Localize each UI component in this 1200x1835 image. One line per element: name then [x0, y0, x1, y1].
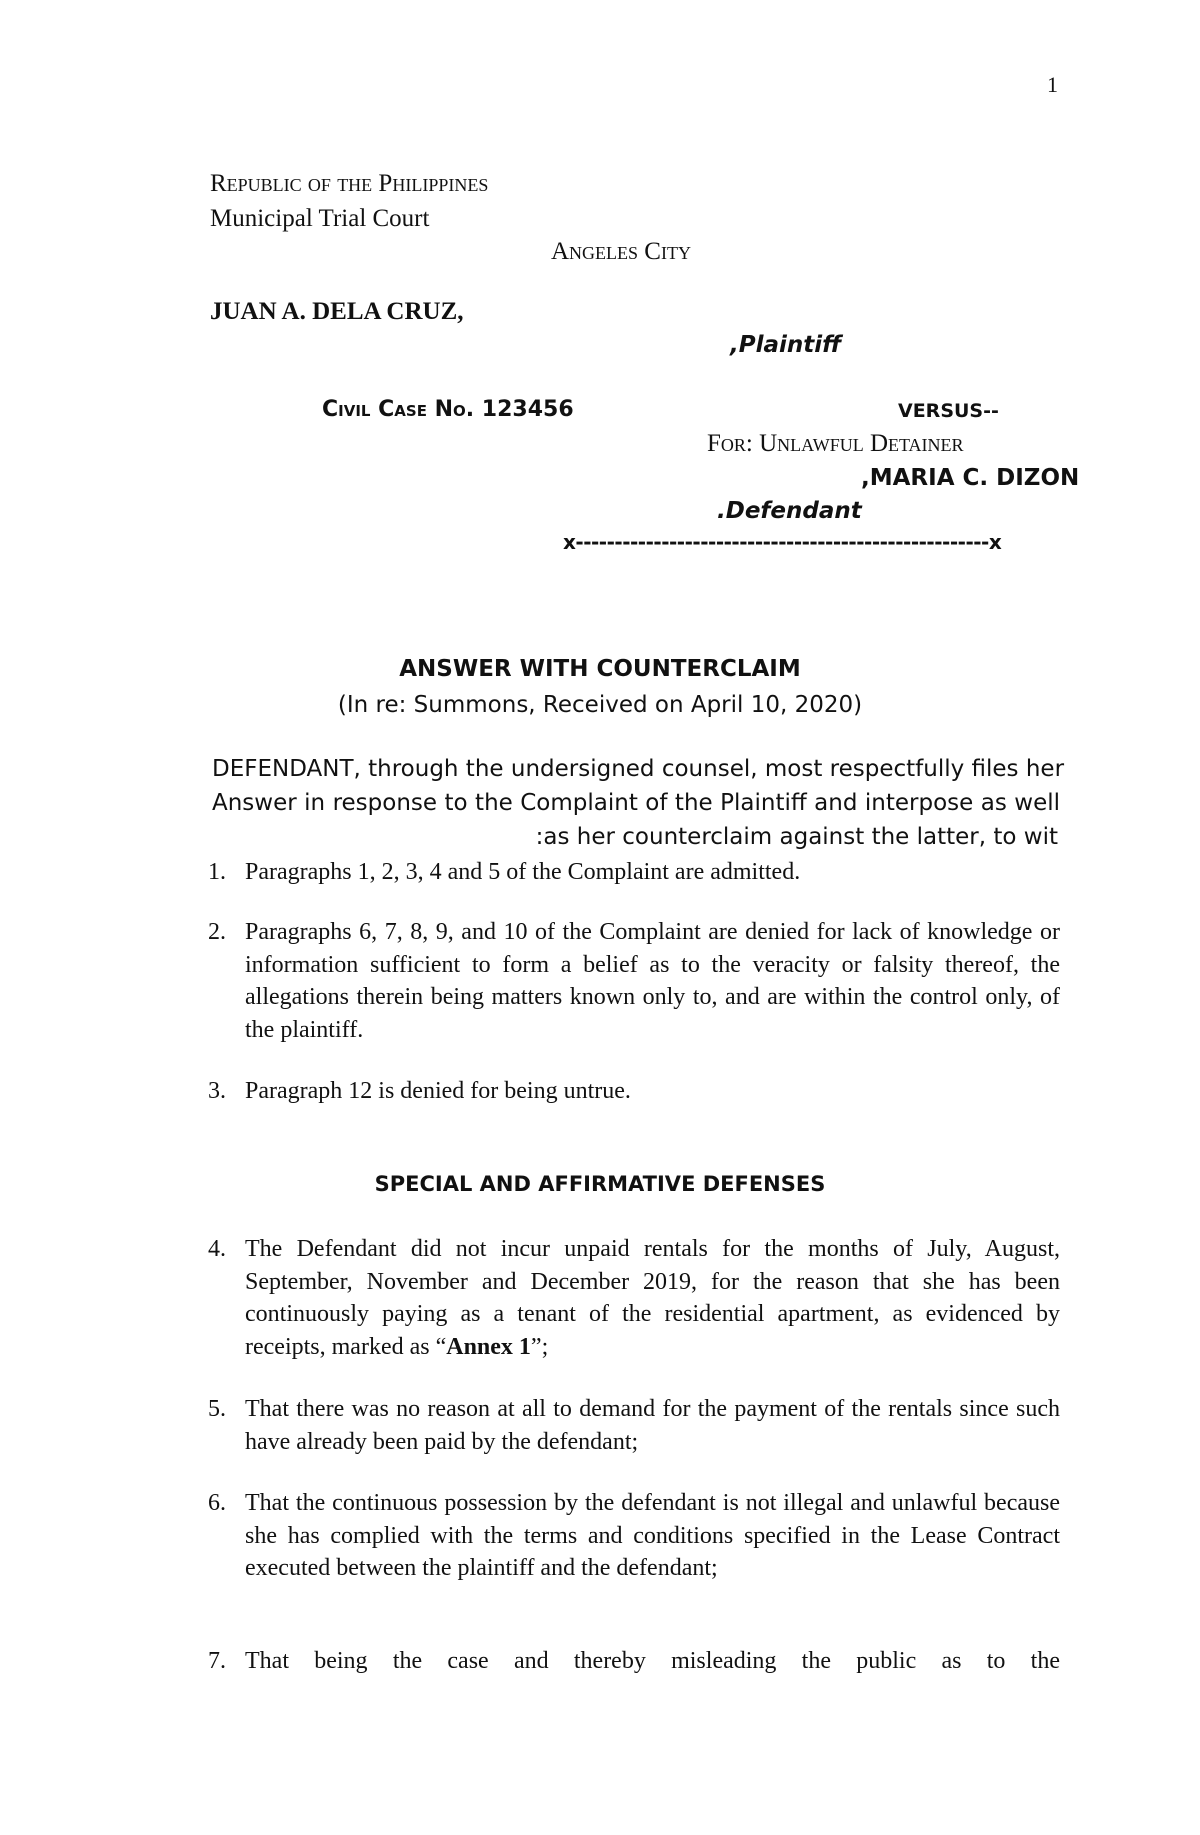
section-heading: SPECIAL AND AFFIRMATIVE DEFENSES: [374, 1172, 826, 1196]
list-item: [208, 1233, 1060, 1363]
defendant-role: .Defendant: [717, 498, 862, 524]
intro-line-3: :as her counterclaim against the latter, to wit: [535, 824, 1058, 850]
intro-line-2: Answer in response to the Complaint of the Plaintiff and interpose as well: [212, 790, 1060, 816]
item-text: That being the case and thereby misleading the public as to the: [245, 1648, 1060, 1674]
document-title: ANSWER WITH COUNTERCLAIM: [399, 656, 801, 682]
list-item: [208, 1645, 1060, 1678]
item-number: 3.: [208, 1078, 226, 1104]
intro-line-1: DEFENDANT, through the undersigned counsel, most respectfully files her: [212, 756, 1065, 782]
case-number: Civil Case No. 123456: [322, 397, 574, 422]
item-text: [245, 1233, 1060, 1363]
item-number: 5.: [208, 1396, 226, 1422]
item-text: Paragraphs 6, 7, 8, 9, and 10 of the Complaint are denied for lack of knowledge or information sufficient to form a belief as to the veracity or falsity thereof, the allegations therein being matters known only to, and are within the control only, of the plaintiff.: [245, 919, 1060, 1043]
item-text-part: ”;: [530, 1333, 549, 1360]
list-item: [208, 916, 1060, 1046]
plaintiff-role: ,Plaintiff: [730, 332, 842, 358]
item-text: That the continuous possession by the defendant is not illegal and unlawful because she has complied with the terms and conditions specified in the Lease Contract executed between the plaintiff and the defendant;: [245, 1490, 1060, 1581]
item-number: 2.: [208, 919, 226, 945]
versus-label: VERSUS--: [898, 400, 999, 422]
court-city: Angeles City: [551, 238, 691, 265]
annex-reference: Annex 1: [446, 1333, 531, 1360]
page-number: 1: [1047, 72, 1058, 97]
list-item: [208, 1487, 1060, 1585]
defendant-name: ,MARIA C. DIZON: [861, 465, 1080, 491]
plaintiff-name: JUAN A. DELA CRUZ,: [210, 298, 464, 325]
item-text: Paragraph 12 is denied for being untrue.: [245, 1078, 631, 1104]
caption-separator: x-----------------------------------------------------x: [563, 530, 1002, 554]
item-text: Paragraphs 1, 2, 3, 4 and 5 of the Complaint are admitted.: [245, 859, 801, 885]
item-text-part: The Defendant did not incur unpaid rentals for the months of July, August, September, November and December 2019, for the reason that she has been continuously paying as a tenant of the residential apartment, as evidenced by receipts, marked as “: [245, 1236, 1060, 1360]
item-number: 6.: [208, 1490, 226, 1516]
item-number: 1.: [208, 859, 226, 885]
court-name: Municipal Trial Court: [210, 205, 430, 232]
list-item: [208, 856, 1060, 889]
court-country: Republic of the Philippines: [210, 170, 489, 197]
item-text: That there was no reason at all to demand for the payment of the rentals since such have already been paid by the defendant;: [245, 1396, 1060, 1455]
list-item: [208, 1393, 1060, 1458]
document-subtitle: (In re: Summons, Received on April 10, 2020): [337, 692, 863, 718]
item-number: 4.: [208, 1236, 226, 1262]
item-number: 7.: [208, 1648, 226, 1674]
case-nature: For: Unlawful Detainer: [707, 430, 964, 457]
list-item: [208, 1075, 1060, 1108]
